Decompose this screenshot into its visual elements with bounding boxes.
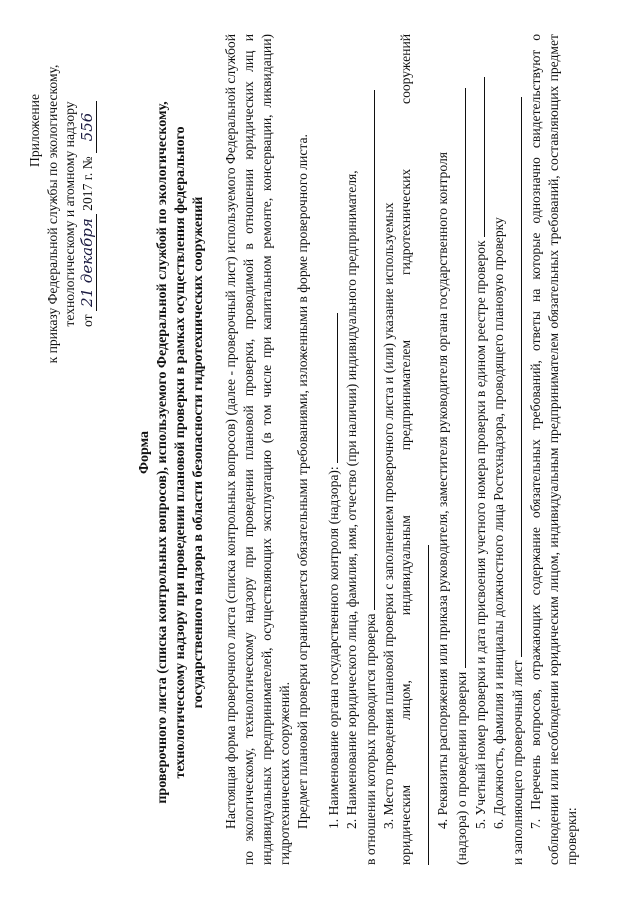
field-3-blank[interactable] — [415, 545, 429, 865]
field-2-cont — [361, 34, 380, 865]
appendix-order-line: к приказу Федеральной службы по экологическому, — [44, 64, 60, 364]
field-1-blank[interactable] — [324, 313, 338, 463]
field-5 — [471, 34, 490, 865]
field-6 — [490, 34, 508, 865]
field-6-label-cont: и заполняющего проверочный лист — [510, 660, 526, 865]
year-text: 2017 г. № — [80, 156, 96, 211]
field-4 — [434, 34, 452, 865]
intro-paragraph-1: Настоящая форма проверочного листа (списка контрольных вопросов) (далее - проверочный лист) используемого Федеральной службой по экологическому, технологическому надзору при проведении плановой проверки, проводимой в отношении юридических лиц и индивидуальных предпринимателей, осуществляющих эксплуатацию (в том числе при капитальном ремонте, консервации, ликвидации) гидротехнических сооружений. — [223, 34, 292, 865]
field-7: 7. Перечень вопросов, отражающих содержание обязательных требований, ответы на которые однозначно свидетельствуют о соблюдении или несоблюдении юридическим лицом, индивидуальным предпринимателем обязательных требований, составляющих предмет проверки: — [528, 34, 579, 865]
field-6-cont — [508, 34, 527, 865]
appendix-date-line — [79, 34, 97, 394]
handwritten-date: 21 декабря — [79, 214, 97, 311]
field-4-label-cont: (надзора) о проведении проверки — [454, 671, 470, 865]
field-3-label: 3. Место проведения плановой проверки с заполнением проверочного листа и (или) указание используемых — [380, 202, 396, 829]
appendix-label: Приложение — [27, 94, 42, 167]
handwritten-number: 556 — [79, 101, 97, 153]
field-5-blank[interactable] — [471, 77, 485, 237]
field-3-label-cont: юридическим лицом, индивидуальным предпринимателем гидротехнических сооружений — [398, 34, 414, 865]
field-5-label: 5. Учетный номер проверки и дата присвоения учетного номера проверки в едином реестре проверок — [473, 240, 489, 829]
field-6-label: 6. Должность, фамилия и инициалы должностного лица Ростехнадзора, проводящего плановую проверку — [491, 217, 507, 829]
field-3-cont — [397, 34, 434, 865]
field-2-blank[interactable] — [361, 90, 375, 610]
form-body — [222, 34, 581, 865]
date-prefix: от — [80, 314, 96, 328]
field-4-label: 4. Реквизиты распоряжения или приказа руководителя, заместителя руководителя органа государственного контроля — [435, 151, 451, 829]
appendix-agency-line: технологическому и атомному надзору — [62, 101, 78, 327]
appendix-header — [26, 34, 97, 394]
field-4-cont — [452, 34, 471, 865]
field-3 — [380, 34, 398, 865]
form-title — [136, 60, 208, 845]
title-line-3: государственного надзора в области безопасности гидротехнических сооружений — [190, 196, 206, 709]
field-1-label: 1. Наименование органа государственного контроля (надзора): — [325, 466, 341, 829]
field-2-label: 2. Наименование юридического лица, фамилия, имя, отчество (при наличии) индивидуального предпринимателя, — [343, 170, 359, 829]
field-1 — [324, 34, 343, 865]
field-4-blank[interactable] — [452, 88, 466, 668]
title-heading: Форма — [137, 430, 152, 475]
field-2 — [343, 34, 361, 865]
title-line-2: технологическому надзору при проведении плановой проверки в рамках осуществления федерального — [172, 126, 188, 779]
field-6-blank[interactable] — [508, 97, 522, 657]
title-line-1: проверочного листа (списка контрольных вопросов), используемого Федеральной службой по экологическому, — [154, 101, 170, 804]
field-2-label-cont: в отношении которых проводится проверка — [362, 613, 378, 865]
intro-paragraph-2: Предмет плановой проверки ограничивается обязательными требованиями, изложенными в форме проверочного листа. — [294, 134, 310, 829]
